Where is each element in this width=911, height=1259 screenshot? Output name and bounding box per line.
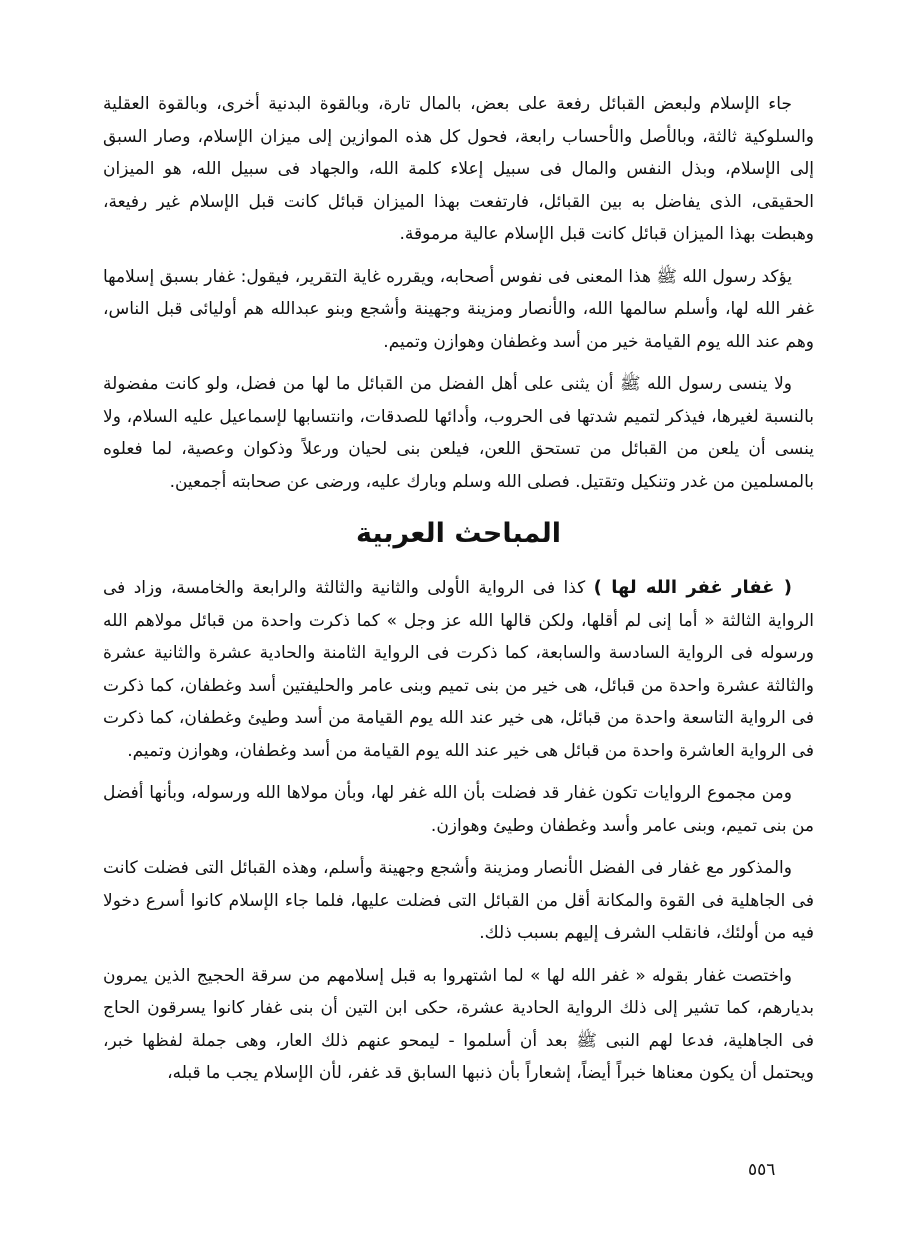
paragraph-praise: ولا ينسى رسول الله ﷺ أن يثنى على أهل الفضل من القبائل ما لها من فضل، ولو كانت مفضولة بالنسبة لغيرها، فيذكر لتميم شدتها فى الحروب، وأدائها للصدقات، وانتسابها لإسماعيل عليه السلام، ولا ينسى أن يلعن من القبائل من تستحق اللعن، فيلعن بنى لحيان ورعلاً وذكوان وعصية، لما فعلوه بالمسلمين من غدر وتنكيل وتقتيل. فصلى الله وسلم وبارك عليه، ورضى عن صحابته أجمعين. (103, 374, 814, 492)
book-page (103, 88, 814, 1100)
lead-quote: ( غفار غفر الله لها ) (593, 577, 792, 598)
paragraph-mentioned: والمذكور مع غفار فى الفضل الأنصار ومزينة وأشجع وجهينة وأسلم، وهذه القبائل التى فضلت كانت فى الجاهلية فى القوة والمكانة أقل من القبائل التى فضلت عليها، فلما جاء الإسلام كانوا أسرع دخولا فيه من أولئك، فانقلب الشرف إليهم بسبب ذلك. (103, 858, 814, 943)
page-number: ٥٥٦ (748, 1160, 776, 1180)
section-heading: المباحث العربية (355, 518, 562, 549)
paragraph-ghifar: واختصت غفار بقوله « غفر الله لها » لما اشتهروا به قبل إسلامهم من سرقة الحجيج الذين يمرون بديارهم، كما تشير إلى ذلك الرواية الحادية عشرة، حكى ابن التين أن بنى غفار كانوا يسرقون الحاج فى الجاهلية، فدعا لهم النبى ﷺ بعد أن أسلموا - ليمحو عنهم ذلك العار، وهى جملة لفظها خبر، ويحتمل أن يكون معناها خبراً أيضاً، إشعاراً بأن ذنبها السابق قد غفر، لأن الإسلام يجب ما قبله، (103, 965, 814, 1083)
paragraph-hadith: يؤكد رسول الله ﷺ هذا المعنى فى نفوس أصحابه، ويقرره غاية التقرير، فيقول: غفار بسبق إسلامها غفر الله لها، وأسلم سالمها الله، والأنصار ومزينة وجهينة وأشجع وبنو عبدالله هم أوليائى قبل الناس، وهم عند الله يوم القيامة خير من أسد وغطفان وهوازن وتميم. (103, 266, 814, 352)
paragraph-intro: جاء الإسلام ولبعض القبائل رفعة على بعض، بالمال تارة، وبالقوة البدنية أخرى، وبالقوة العقلية والسلوكية ثالثة، وبالأصل والأحساب رابعة، فحول كل هذه الموازين إلى ميزان الإسلام، وصار السبق إلى الإسلام، وبذل النفس والمال فى سبيل إعلاء كلمة الله، والجهاد فى سبيل الله، هو الميزان الحقيقى، الذى يفاضل به بين القبائل، فارتفعت بهذا الميزان قبائل كانت قبل الإسلام غير رفيعة، وهبطت بهذا الميزان قبائل كانت قبل الإسلام عالية مرموقة. (103, 94, 814, 244)
paragraph-summary: ومن مجموع الروايات تكون غفار قد فضلت بأن الله غفر لها، وبأن مولاها الله ورسوله، وبأنها أفضل من بنى تميم، وبنى عامر وأسد وغطفان وطيئ وهوازن. (103, 783, 814, 836)
paragraph-lead: ( غفار غفر الله لها ) كذا فى الرواية الأولى والثانية والثالثة والرابعة والخامسة، وزاد فى الرواية الثالثة « أما إنى لم أقلها، ولكن قالها الله عز وجل » كما ذكرت واحدة من قبائل مولاهم الله ورسوله فى الرواية السادسة والسابعة، كما ذكرت فى الرواية الثامنة والحادية عشرة والثانية عشرة والثالثة عشرة واحدة من قبائل، هى خير من بنى تميم وبنى عامر والحليفتين أسد وغطفان، كما ذكرت فى الرواية التاسعة واحدة من قبائل، هى خير عند الله يوم القيامة من أسد وطيئ وغطفان، كما ذكرت فى الرواية العاشرة واحدة من قبائل هى خير عند الله يوم القيامة من أسد وغطفان، وهوازن وتميم. (103, 577, 814, 761)
